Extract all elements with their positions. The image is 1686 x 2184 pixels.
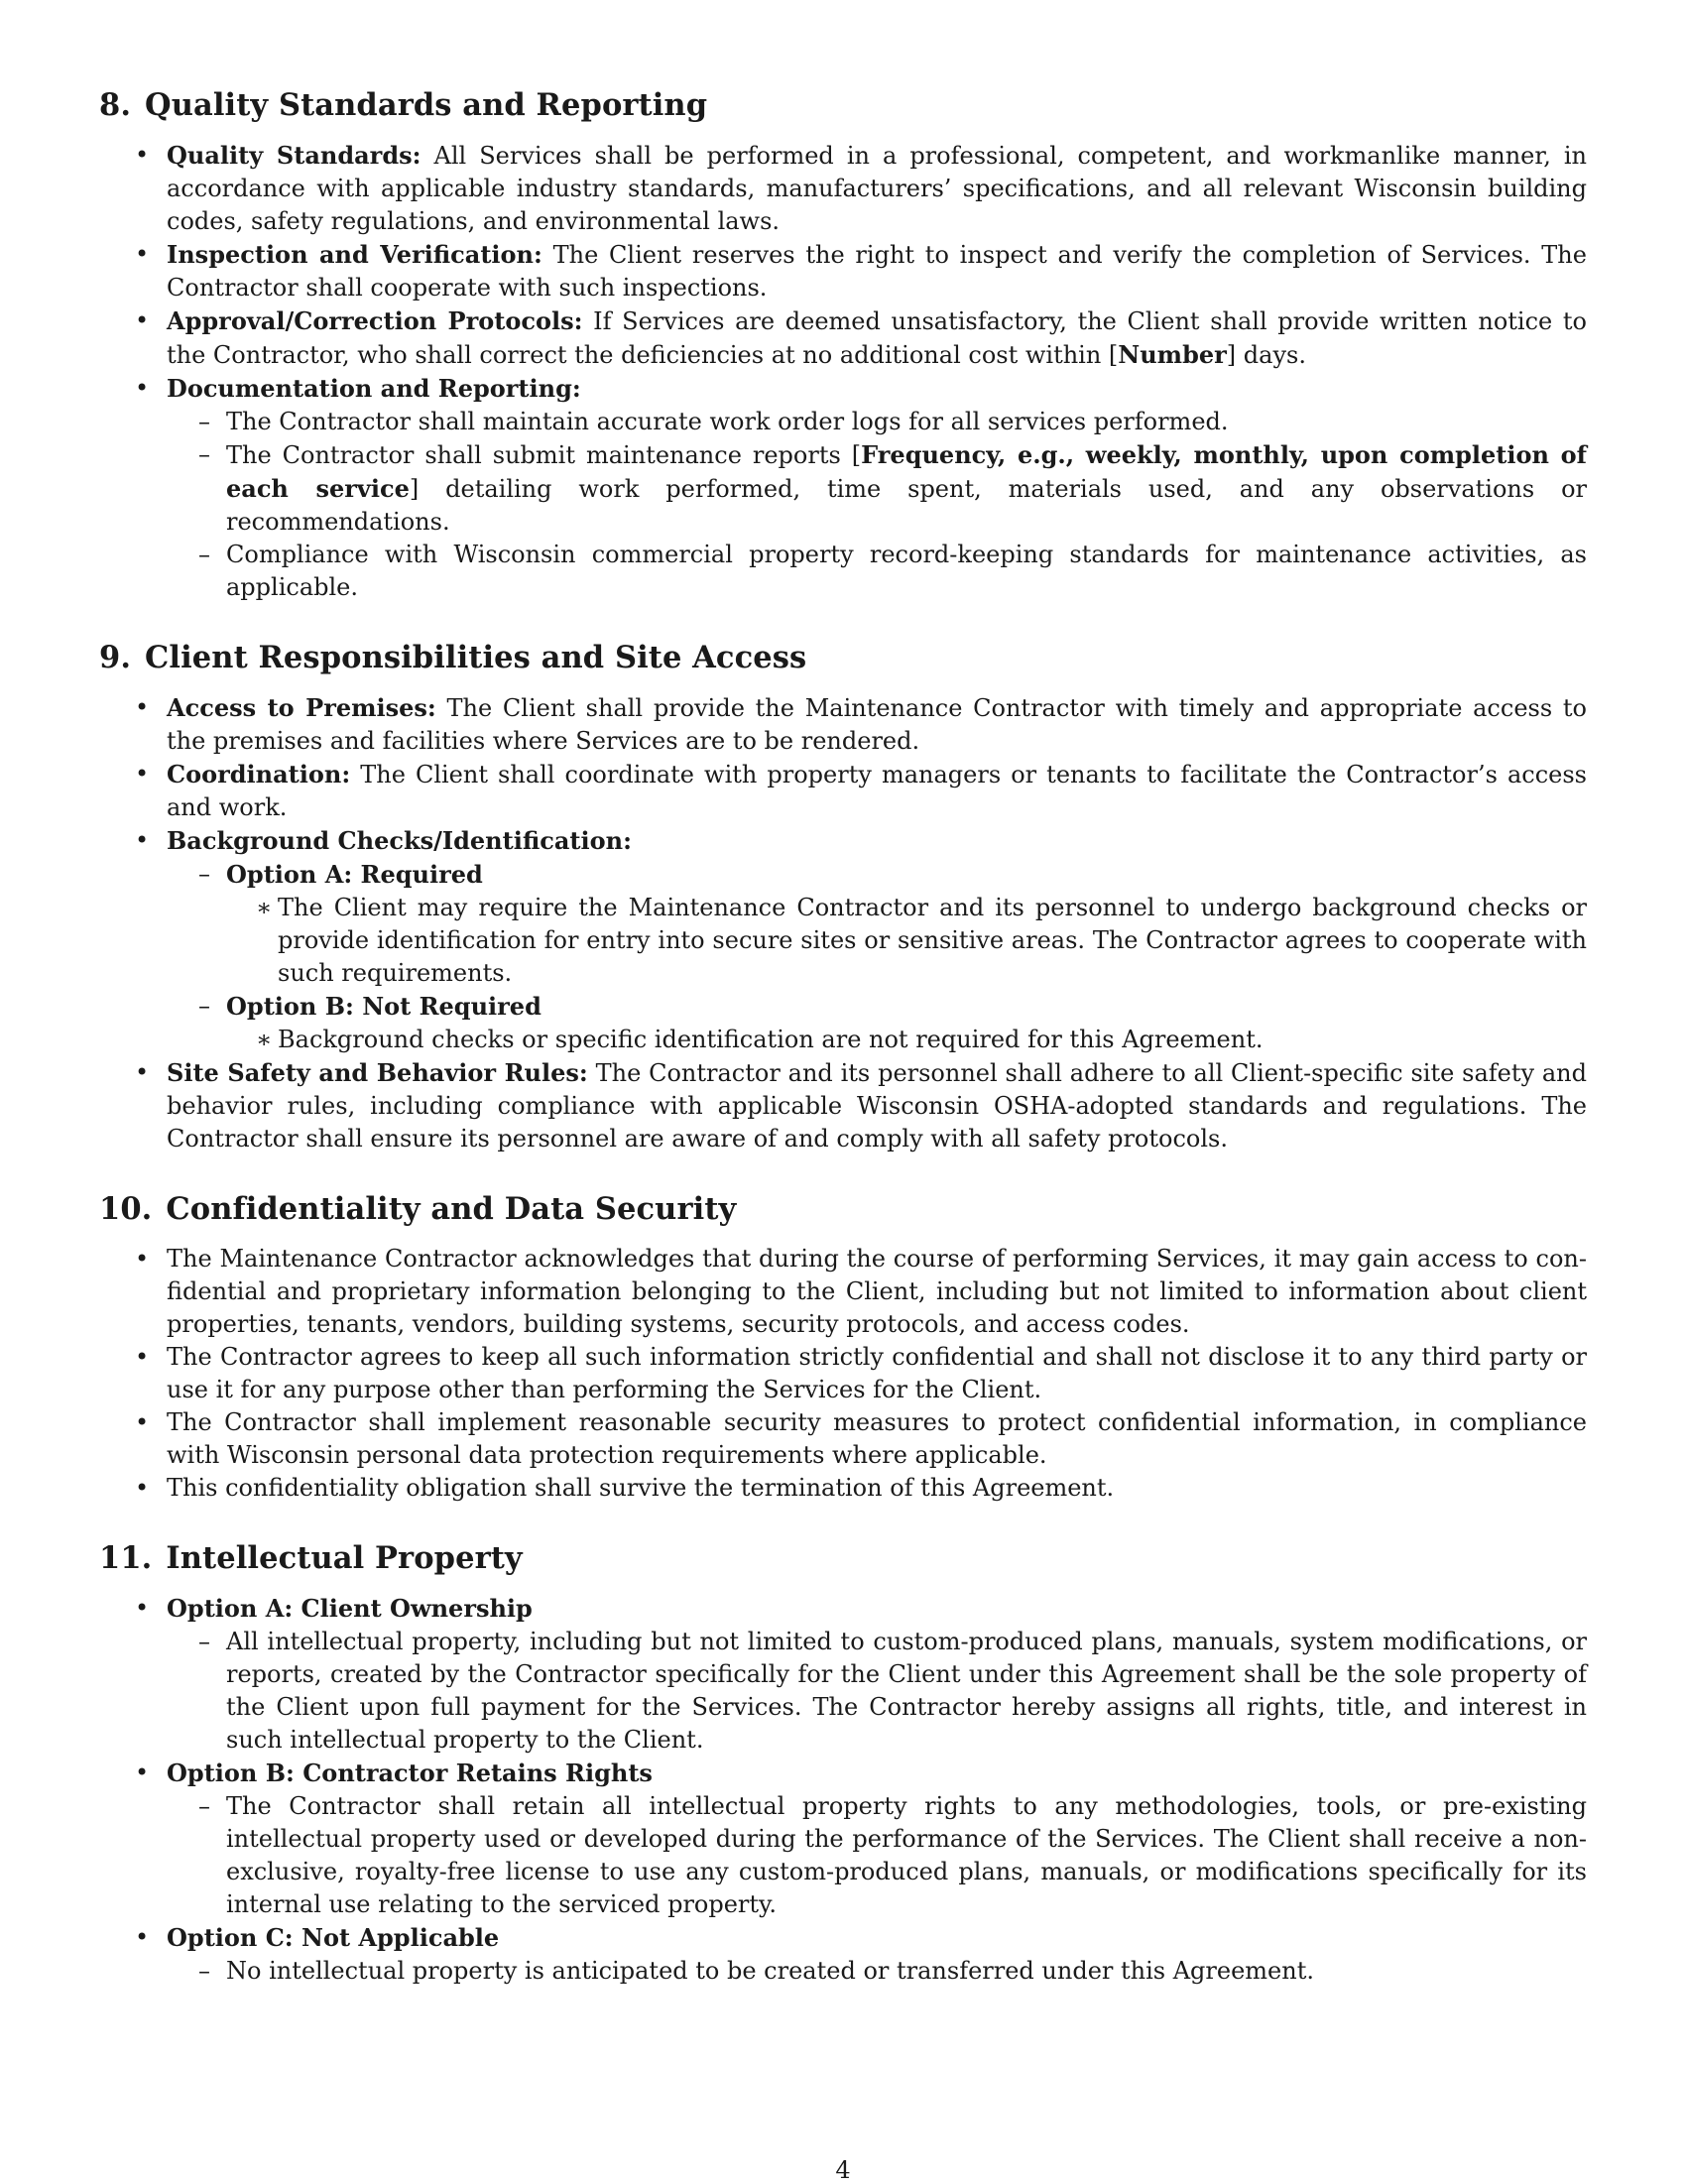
sub-list-item: – No intellectual property is anticipated to be created or transferred under this Agreement. <box>167 1955 1587 1988</box>
option-label: Option B: Contractor Retains Rights <box>167 1759 653 1787</box>
sub-list <box>167 1790 1587 1921</box>
section-heading: 10. Confidentiality and Data Security <box>99 1191 737 1227</box>
list-item: • Inspection and Verification: The Client reserves the right to inspect and verify the completion of Services. The Contractor shall cooperate with such inspections. <box>99 238 1587 304</box>
section-confidentiality <box>99 1191 1587 1505</box>
sub-sub-list-item: ∗ The Client may require the Maintenance Contractor and its personnel to undergo background checks or provide identification for entry into secure sites or sensitive areas. The Contractor agrees to cooperate with such requirements. <box>226 892 1587 990</box>
sub-list-item: – The Contractor shall submit maintenance reports [Frequency, e.g., weekly, monthly, upon completion of each service] detailing work performed, time spent, materials used, and any observations or recommendations. <box>167 438 1587 539</box>
bullet-list <box>99 1243 1587 1505</box>
sub-list <box>167 1626 1587 1757</box>
sub-list-item: – Compliance with Wisconsin commercial property record-keeping standards for maintenance activities, as applicable. <box>167 539 1587 604</box>
bullet-list <box>99 1592 1587 1988</box>
section-heading: 8. Quality Standards and Reporting <box>99 87 708 123</box>
document-page <box>99 87 1587 2023</box>
sub-sub-list <box>226 892 1587 990</box>
list-item: • Site Safety and Behavior Rules: The Contractor and its personnel shall adhere to all Client-specific site safety and behavior rules, including compliance with applicable Wisconsin OSHA-adopted standards and regulations. The Contractor shall ensure its personnel are aware of and comply with all safety protocols. <box>99 1056 1587 1155</box>
option-label: Option A: Client Ownership <box>167 1594 533 1623</box>
bullet-list <box>99 139 1587 604</box>
item-label: Quality Standards: <box>167 141 422 170</box>
item-label: Approval/Correction Protocols: <box>167 306 583 335</box>
list-item <box>99 1921 1587 1988</box>
list-item <box>99 372 1587 604</box>
sub-list-item: – All intellectual property, including but not limited to custom-produced plans, manuals, system modifications, or reports, created by the Contractor specifically for the Client under this Agreement shall be the sole property of the Client upon full payment for the Services. The Contractor hereby assigns all rights, title, and interest in such intellectual property to the Client. <box>167 1626 1587 1757</box>
section-client-responsibilities <box>99 640 1587 1155</box>
list-item: • The Contractor agrees to keep all such information strictly confidential and shall not disclose it to any third party or use it for any purpose other than performing the Services for the Client. <box>99 1341 1587 1406</box>
sub-sub-list-item: ∗ Background checks or specific identification are not required for this Agreement. <box>226 1024 1587 1056</box>
sub-list <box>167 406 1587 604</box>
sub-list <box>167 858 1587 1056</box>
item-label: Coordination: <box>167 760 351 789</box>
option-label: Option C: Not Applicable <box>167 1923 500 1952</box>
item-label: Inspection and Verification: <box>167 240 542 269</box>
item-label: Documentation and Reporting: <box>167 374 581 403</box>
list-item: • Approval/Correction Protocols: If Services are deemed unsatisfactory, the Client shall provide written notice to the Contractor, who shall correct the deficiencies at no additional cost within [Number] days. <box>99 304 1587 372</box>
bullet-list <box>99 691 1587 1155</box>
section-quality-standards <box>99 87 1587 604</box>
list-item: • Access to Premises: The Client shall provide the Maintenance Contractor with timely and appropriate access to the premises and facilities where Services are to be rendered. <box>99 691 1587 758</box>
list-item: • The Maintenance Contractor acknowledges that during the course of performing Services, it may gain access to confidential and proprietary information belonging to the Client, including but not limited to information about client properties, tenants, vendors, building systems, security protocols, and access codes. <box>99 1243 1587 1341</box>
option-label: Option B: Not Required <box>226 992 542 1021</box>
section-heading: 11. Intellectual Property <box>99 1540 523 1576</box>
sub-list-item <box>167 858 1587 990</box>
page-number: 4 <box>835 2156 851 2184</box>
list-item <box>99 1592 1587 1757</box>
list-item: • The Contractor shall implement reasonable security measures to protect confidential information, in compliance with Wisconsin personal data protection requirements where applicable. <box>99 1406 1587 1472</box>
sub-list-item: – The Contractor shall maintain accurate work order logs for all services performed. <box>167 406 1587 438</box>
sub-list-item: – The Contractor shall retain all intellectual property rights to any methodologies, tools, or pre-existing intellectual property used or developed during the performance of the Services. The Client shall receive a non-exclusive, royalty-free license to use any custom-produced plans, manuals, or modifications specifically for its internal use relating to the serviced property. <box>167 1790 1587 1921</box>
sub-list <box>167 1955 1587 1988</box>
item-label: Background Checks/Identification: <box>167 826 632 855</box>
sub-list-item <box>167 990 1587 1056</box>
option-label: Option A: Required <box>226 860 483 889</box>
section-heading: 9. Client Responsibilities and Site Access <box>99 640 807 675</box>
item-label: Access to Premises: <box>167 693 436 722</box>
list-item <box>99 1757 1587 1921</box>
list-item: • Coordination: The Client shall coordinate with property managers or tenants to facilitate the Contractor’s access and work. <box>99 758 1587 824</box>
item-label: Site Safety and Behavior Rules: <box>167 1058 588 1087</box>
sub-sub-list <box>226 1024 1587 1056</box>
list-item: • This confidentiality obligation shall survive the termination of this Agreement. <box>99 1472 1587 1505</box>
section-intellectual-property <box>99 1540 1587 1988</box>
list-item <box>99 824 1587 1056</box>
list-item: • Quality Standards: All Services shall be performed in a professional, competent, and workmanlike manner, in accordance with applicable industry standards, manufacturers’ specifications, and all relevant Wisconsin building codes, safety regulations, and environmental laws. <box>99 139 1587 238</box>
